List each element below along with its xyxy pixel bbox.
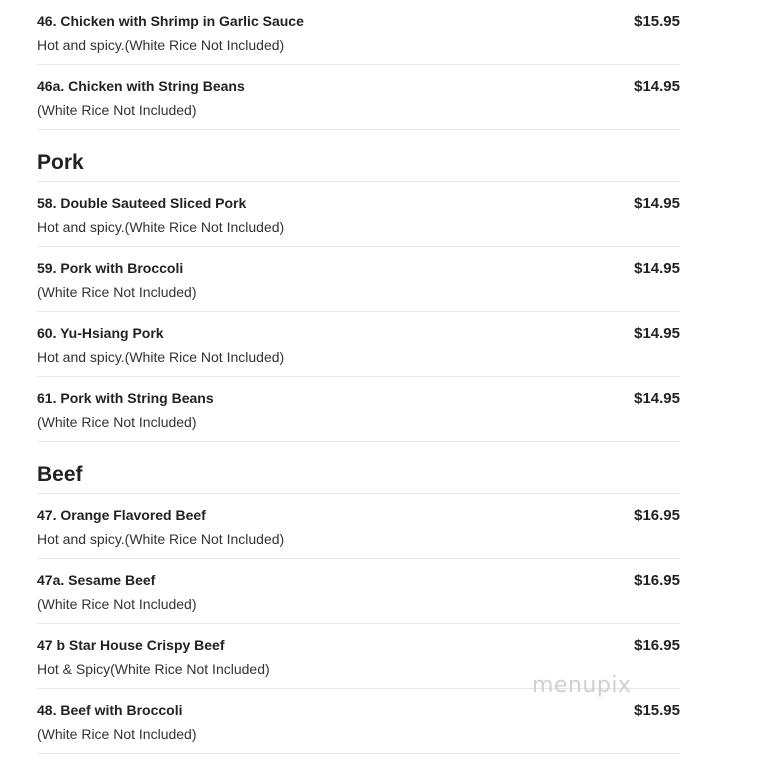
item-name: 59. Pork with Broccoli [37, 260, 184, 276]
item-price: $14.95 [634, 260, 680, 277]
item-name: 46a. Chicken with String Beans [37, 78, 245, 94]
item-name: 48. Beef with Broccoli [37, 702, 183, 718]
item-price: $14.95 [634, 78, 680, 95]
item-description: (White Rice Not Included) [37, 102, 197, 118]
item-price: $16.95 [634, 637, 680, 654]
item-price: $16.95 [634, 507, 680, 524]
watermark: menupix [532, 673, 632, 698]
item-name: 46. Chicken with Shrimp in Garlic Sauce [37, 13, 304, 29]
item-price: $14.95 [634, 195, 680, 212]
menu-item[interactable] [37, 247, 680, 312]
menu-item[interactable] [37, 312, 680, 377]
menu-item[interactable] [37, 689, 680, 754]
item-description: Hot and spicy.(White Rice Not Included) [37, 219, 285, 235]
section-header-pork [37, 130, 680, 182]
item-name: 58. Double Sauteed Sliced Pork [37, 195, 247, 211]
menu-item[interactable] [37, 559, 680, 624]
item-description: Hot and spicy.(White Rice Not Included) [37, 531, 285, 547]
item-description: (White Rice Not Included) [37, 284, 197, 300]
section-title: Beef [37, 463, 83, 486]
item-name: 60. Yu-Hsiang Pork [37, 325, 164, 341]
menu-item[interactable] [37, 377, 680, 442]
menu-item[interactable] [37, 0, 680, 65]
item-price: $14.95 [634, 325, 680, 342]
item-price: $16.95 [634, 572, 680, 589]
item-price: $14.95 [634, 390, 680, 407]
section-header-beef [37, 442, 680, 494]
menu-list [37, 0, 680, 754]
item-description: Hot and spicy.(White Rice Not Included) [37, 37, 285, 53]
item-description: Hot and spicy.(White Rice Not Included) [37, 349, 285, 365]
item-name: 47. Orange Flavored Beef [37, 507, 206, 523]
item-name: 61. Pork with String Beans [37, 390, 214, 406]
item-description: Hot & Spicy(White Rice Not Included) [37, 661, 270, 677]
item-price: $15.95 [634, 13, 680, 30]
item-name: 47a. Sesame Beef [37, 572, 156, 588]
item-description: (White Rice Not Included) [37, 414, 197, 430]
section-title: Pork [37, 151, 84, 174]
item-price: $15.95 [634, 702, 680, 719]
item-description: (White Rice Not Included) [37, 726, 197, 742]
menu-item[interactable] [37, 494, 680, 559]
item-description: (White Rice Not Included) [37, 596, 197, 612]
menu-item[interactable] [37, 182, 680, 247]
menu-item[interactable] [37, 65, 680, 130]
item-name: 47 b Star House Crispy Beef [37, 637, 225, 653]
